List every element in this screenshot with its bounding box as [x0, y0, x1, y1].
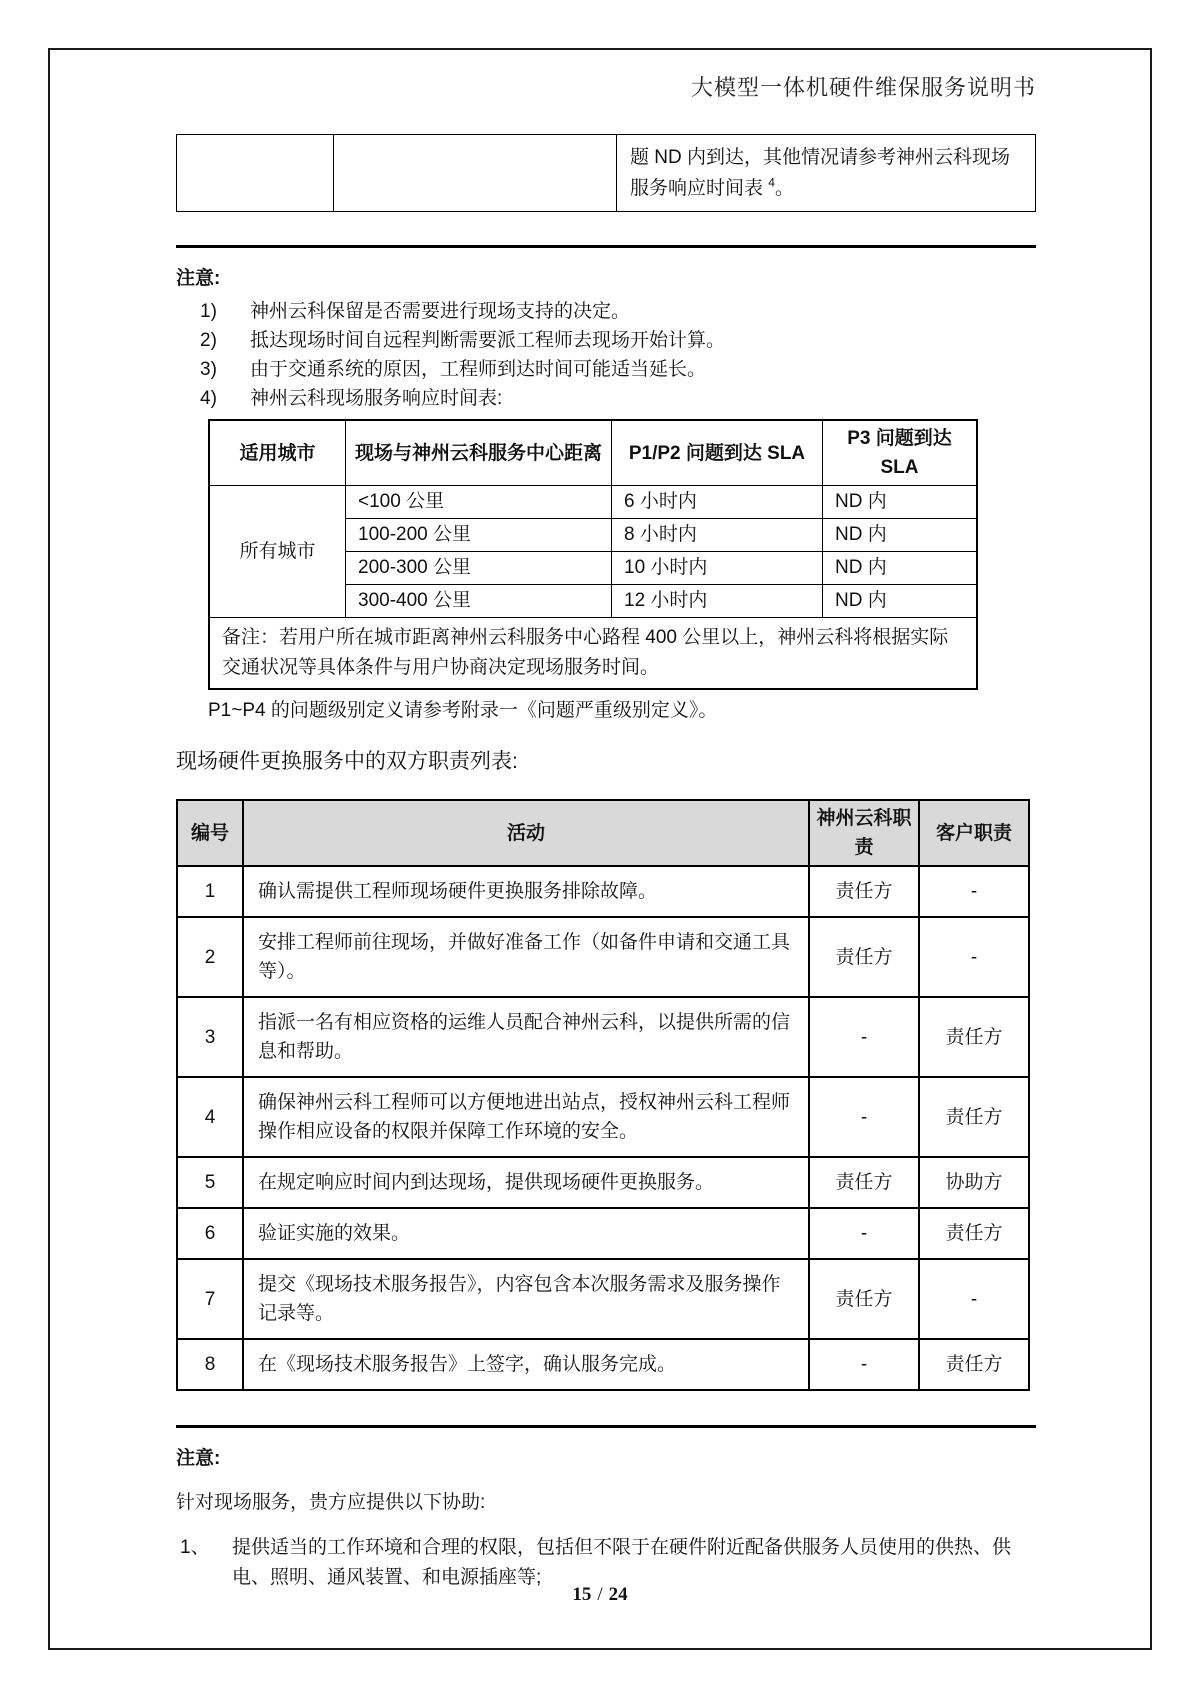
list-item-text: 神州云科保留是否需要进行现场支持的决定。 [250, 301, 631, 322]
page-number-current: 15 [572, 1584, 592, 1605]
table-row [177, 866, 1029, 917]
list-item [176, 355, 1036, 384]
resp-header-no: 编号 [177, 800, 243, 866]
notice1-list [176, 297, 1036, 413]
section-divider-rule [176, 245, 1036, 248]
sla-cell-p3: ND 内 [823, 486, 978, 519]
resp-cell-no: 8 [177, 1339, 243, 1390]
sla-group-label: 所有城市 [209, 486, 346, 618]
list-item [176, 384, 1036, 413]
sla-header-city: 适用城市 [209, 420, 346, 486]
resp-cell-no: 7 [177, 1259, 243, 1339]
table-row [209, 486, 977, 519]
resp-cell-no: 2 [177, 917, 243, 997]
sla-cell-p12: 6 小时内 [612, 486, 823, 519]
resp-cell-vendor: 责任方 [809, 1157, 919, 1208]
resp-cell-vendor: 责任方 [809, 1259, 919, 1339]
sla-cell-distance: 300-400 公里 [346, 585, 612, 618]
sla-cell-p3: ND 内 [823, 552, 978, 585]
list-item-number: 4) [200, 388, 217, 409]
table-row [177, 1339, 1029, 1390]
list-item-number: 1、 [180, 1537, 210, 1558]
page-number-separator: / [597, 1584, 603, 1605]
sla-cell-p12: 10 小时内 [612, 552, 823, 585]
resp-cell-activity: 安排工程师前往现场，并做好准备工作（如备件申请和交通工具等）。 [243, 917, 809, 997]
resp-cell-activity: 确认需提供工程师现场硬件更换服务排除故障。 [243, 866, 809, 917]
table-row [177, 1259, 1029, 1339]
continuation-text-end: 。 [774, 178, 794, 199]
resp-cell-vendor: - [809, 997, 919, 1077]
sla-cell-distance: 100-200 公里 [346, 519, 612, 552]
resp-cell-customer: - [919, 1259, 1029, 1339]
responsibility-table [176, 799, 1030, 1391]
continuation-text: 题 ND 内到达，其他情况请参考神州云科现场服务响应时间表 [630, 147, 1011, 199]
table-row [177, 917, 1029, 997]
resp-cell-customer: - [919, 917, 1029, 997]
resp-cell-customer: 责任方 [919, 997, 1029, 1077]
resp-cell-vendor: - [809, 1208, 919, 1259]
notice1-label: 注意: [176, 268, 221, 289]
table-row [177, 1208, 1029, 1259]
sla-cell-p12: 12 小时内 [612, 585, 823, 618]
resp-cell-activity: 提交《现场技术服务报告》，内容包含本次服务需求及服务操作记录等。 [243, 1259, 809, 1339]
resp-header-activity: 活动 [243, 800, 809, 866]
list-item-number: 3) [200, 359, 217, 380]
table-row [177, 1077, 1029, 1157]
list-item-number: 2) [200, 330, 217, 351]
resp-cell-activity: 验证实施的效果。 [243, 1208, 809, 1259]
resp-cell-no: 1 [177, 866, 243, 917]
resp-cell-vendor: - [809, 1077, 919, 1157]
page-content [176, 0, 1036, 1593]
resp-cell-customer: 责任方 [919, 1077, 1029, 1157]
table-row [177, 997, 1029, 1077]
list-item-text: 由于交通系统的原因，工程师到达时间可能适当延长。 [250, 359, 707, 380]
notice2-label: 注意: [176, 1448, 221, 1469]
resp-cell-activity: 在《现场技术服务报告》上签字，确认服务完成。 [243, 1339, 809, 1390]
table-row [177, 1157, 1029, 1208]
sla-cell-p12: 8 小时内 [612, 519, 823, 552]
page-footer [0, 1584, 1200, 1606]
resp-cell-customer: 协助方 [919, 1157, 1029, 1208]
sla-remark: 备注：若用户所在城市距离神州云科服务中心路程 400 公里以上，神州云科将根据实际交通状况等具体条件与用户协商决定现场服务时间。 [209, 618, 977, 690]
continuation-cell-1 [177, 135, 334, 212]
list-item-text: 抵达现场时间自远程判断需要派工程师去现场开始计算。 [250, 330, 726, 351]
table-header-row [209, 420, 977, 486]
page-number-total: 24 [608, 1584, 628, 1605]
section-divider-rule [176, 1425, 1036, 1428]
resp-header-customer: 客户职责 [919, 800, 1029, 866]
table-row [177, 135, 1036, 212]
resp-cell-activity: 确保神州云科工程师可以方便地进出站点，授权神州云科工程师操作相应设备的权限并保障工作环境的安全。 [243, 1077, 809, 1157]
resp-cell-no: 3 [177, 997, 243, 1077]
sla-cell-p3: ND 内 [823, 585, 978, 618]
doc-header-title: 大模型一体机硬件维保服务说明书 [690, 75, 1036, 100]
continuation-cell-2 [334, 135, 617, 212]
continuation-cell-3 [617, 135, 1036, 212]
list-item-text: 神州云科现场服务响应时间表: [250, 388, 503, 409]
sla-cell-distance: <100 公里 [346, 486, 612, 519]
resp-cell-activity: 在规定响应时间内到达现场，提供现场硬件更换服务。 [243, 1157, 809, 1208]
notice2-intro: 针对现场服务，贵方应提供以下协助: [176, 1492, 486, 1513]
footnote-ref: 4 [768, 175, 775, 190]
resp-cell-no: 4 [177, 1077, 243, 1157]
sla-response-table [208, 419, 978, 690]
table-header-row [177, 800, 1029, 866]
resp-cell-activity: 指派一名有相应资格的运维人员配合神州云科，以提供所需的信息和帮助。 [243, 997, 809, 1077]
resp-cell-vendor: - [809, 1339, 919, 1390]
sla-cell-p3: ND 内 [823, 519, 978, 552]
sla-cell-distance: 200-300 公里 [346, 552, 612, 585]
section-title: 现场硬件更换服务中的双方职责列表: [176, 750, 518, 773]
list-item-number: 1) [200, 301, 217, 322]
resp-header-vendor: 神州云科职责 [809, 800, 919, 866]
sla-header-p3: P3 问题到达 SLA [823, 420, 978, 486]
list-item-text: 提供适当的工作环境和合理的权限，包括但不限于在硬件附近配备供服务人员使用的供热、供电、照明、通风装置、和电源插座等; [232, 1537, 1012, 1588]
sla-header-distance: 现场与神州云科服务中心距离 [346, 420, 612, 486]
list-item [176, 297, 1036, 326]
resp-cell-customer: - [919, 866, 1029, 917]
list-item [176, 326, 1036, 355]
sla-header-p12: P1/P2 问题到达 SLA [612, 420, 823, 486]
table-row [209, 618, 977, 690]
resp-cell-customer: 责任方 [919, 1339, 1029, 1390]
resp-cell-vendor: 责任方 [809, 917, 919, 997]
resp-cell-no: 6 [177, 1208, 243, 1259]
resp-cell-vendor: 责任方 [809, 866, 919, 917]
p1p4-note: P1~P4 的问题级别定义请参考附录一《问题严重级别定义》。 [208, 700, 718, 721]
resp-cell-customer: 责任方 [919, 1208, 1029, 1259]
resp-cell-no: 5 [177, 1157, 243, 1208]
continuation-table [176, 134, 1036, 212]
